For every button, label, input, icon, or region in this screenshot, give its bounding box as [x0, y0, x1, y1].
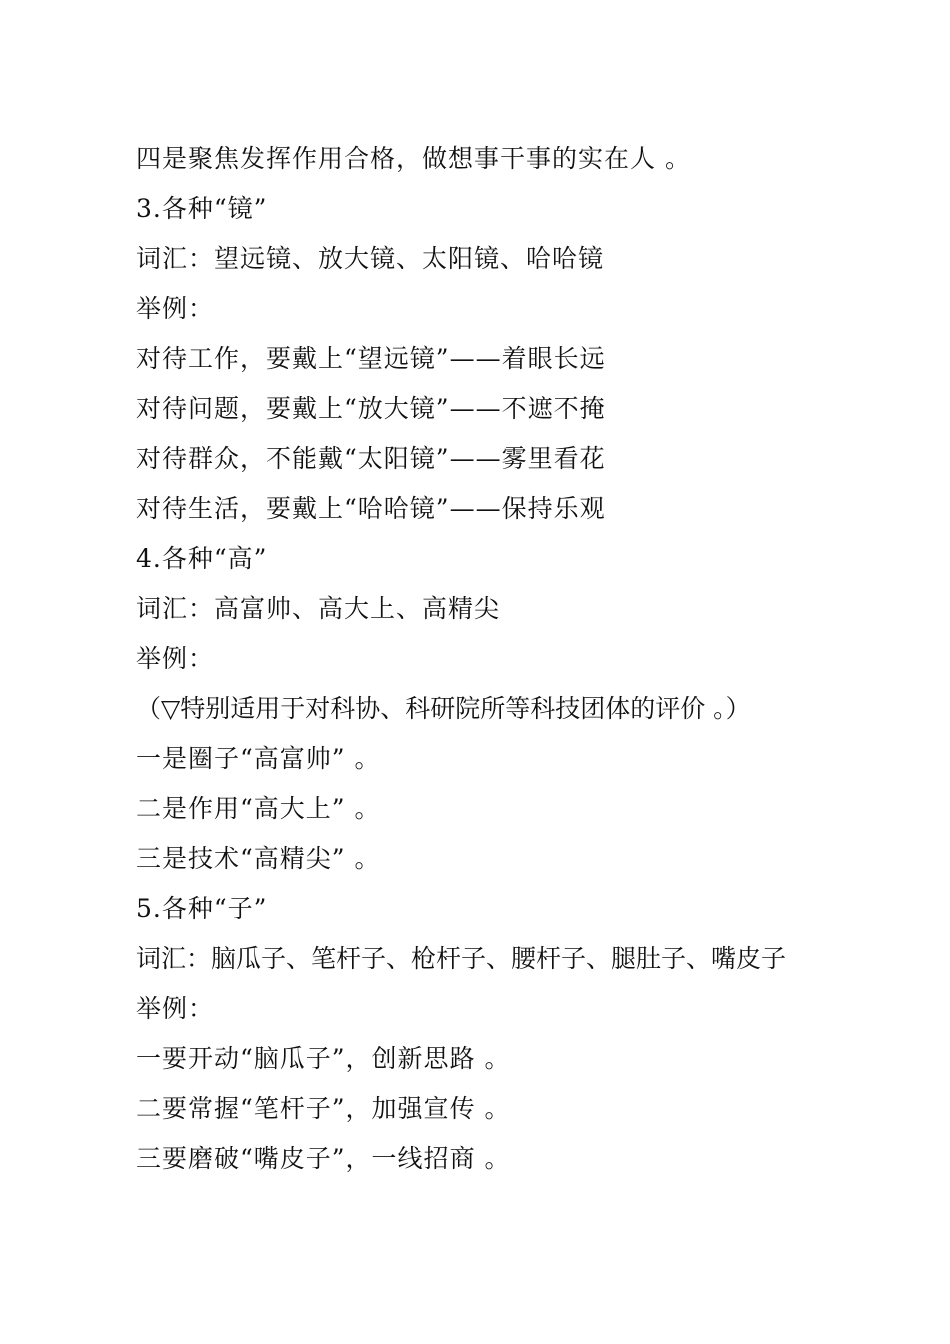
section-heading: 4.各种“高”	[136, 544, 268, 573]
example-label: 举例：	[136, 994, 215, 1023]
example-line: 三要磨破“嘴皮子”，一线招商 。	[136, 1144, 511, 1173]
example-line: 对待生活，要戴上“哈哈镜”——保持乐观	[136, 494, 606, 523]
example-line: 一是圈子“高富帅” 。	[136, 744, 381, 773]
document-body	[136, 134, 836, 1184]
vocabulary-line: 词汇：高富帅、高大上、高精尖	[136, 594, 501, 623]
vocabulary-line: 词汇：脑瓜子、笔杆子、枪杆子、腰杆子、腿肚子、嘴皮子	[136, 944, 787, 973]
example-line: 对待群众，不能戴“太阳镜”——雾里看花	[136, 444, 606, 473]
paragraph-line: 四是聚焦发挥作用合格，做想事干事的实在人 。	[136, 144, 691, 173]
example-line: 对待工作，要戴上“望远镜”——着眼长远	[136, 344, 606, 373]
example-line: 二是作用“高大上” 。	[136, 794, 381, 823]
section-heading: 3.各种“镜”	[136, 194, 268, 223]
vocabulary-line: 词汇：望远镜、放大镜、太阳镜、哈哈镜	[136, 244, 605, 273]
example-line: 三是技术“高精尖” 。	[136, 844, 381, 873]
example-label: 举例：	[136, 644, 215, 673]
example-line: 二要常握“笔杆子”，加强宣传 。	[136, 1094, 511, 1123]
example-line: 对待问题，要戴上“放大镜”——不遮不掩	[136, 394, 606, 423]
example-line: 一要开动“脑瓜子”，创新思路 。	[136, 1044, 511, 1073]
note-line: （▽特别适用于对科协、科研院所等科技团体的评价 。）	[136, 694, 751, 723]
example-label: 举例：	[136, 294, 215, 323]
section-heading: 5.各种“子”	[136, 894, 268, 923]
